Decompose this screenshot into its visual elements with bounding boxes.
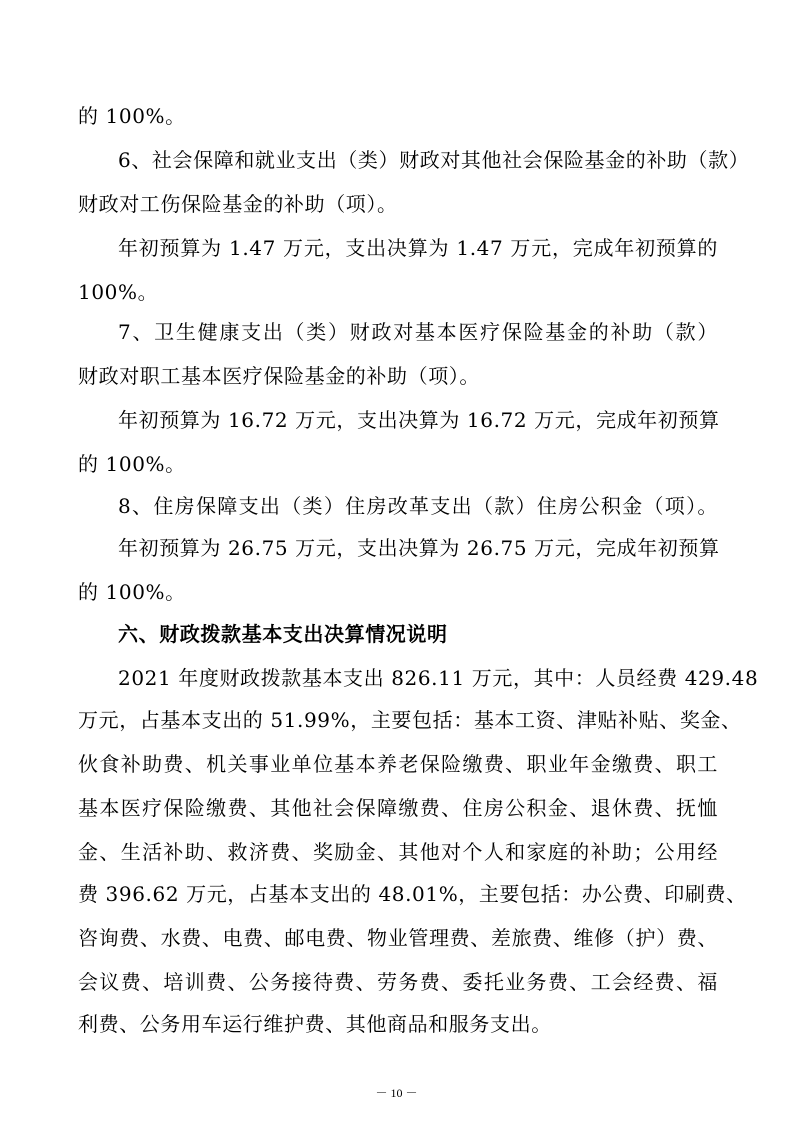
item-6-heading-line-1: 6、社会保障和就业支出（类）财政对其他社会保险基金的补助（款） [118, 148, 750, 172]
item-8-budget-line-2: 的 100%。 [78, 580, 186, 604]
item-6-budget-line-1: 年初预算为 1.47 万元，支出决算为 1.47 万元，完成年初预算的 [118, 236, 718, 260]
item-8-budget-line-1: 年初预算为 26.75 万元，支出决算为 26.75 万元，完成年初预算 [118, 536, 720, 560]
page-number: － 10 － [375, 1086, 418, 1100]
section-6-para-line-2: 万元，占基本支出的 51.99%，主要包括：基本工资、津贴补贴、奖金、 [78, 708, 742, 732]
item-6-heading-line-2: 财政对工伤保险基金的补助（项）。 [78, 192, 398, 216]
text-line-1: 的 100%。 [78, 104, 186, 128]
section-6-para-line-1: 2021 年度财政拨款基本支出 826.11 万元，其中：人员经费 429.48 [118, 666, 759, 690]
section-6-para-line-3: 伙食补助费、机关事业单位基本养老保险缴费、职业年金缴费、职工 [78, 752, 718, 776]
item-7-budget-line-2: 的 100%。 [78, 452, 186, 476]
item-8-heading: 8、住房保障支出（类）住房改革支出（款）住房公积金（项）。 [118, 494, 718, 518]
item-7-heading-line-1: 7、卫生健康支出（类）财政对基本医疗保险基金的补助（款） [118, 320, 718, 344]
section-6-para-line-7: 咨询费、水费、电费、邮电费、物业管理费、差旅费、维修（护）费、 [78, 926, 718, 950]
section-6-para-line-6: 费 396.62 万元，占基本支出的 48.01%，主要包括：办公费、印刷费、 [78, 882, 747, 906]
section-6-heading: 六、财政拨款基本支出决算情况说明 [118, 622, 448, 646]
item-6-budget-line-2: 100%。 [78, 280, 159, 304]
item-7-heading-line-2: 财政对职工基本医疗保险基金的补助（项）。 [78, 364, 480, 388]
section-6-para-line-5: 金、生活补助、救济费、奖励金、其他对个人和家庭的补助；公用经 [78, 840, 718, 864]
section-6-para-line-8: 会议费、培训费、公务接待费、劳务费、委托业务费、工会经费、福 [78, 970, 718, 994]
section-6-para-line-4: 基本医疗保险缴费、其他社会保障缴费、住房公积金、退休费、抚恤 [78, 796, 718, 820]
item-7-budget-line-1: 年初预算为 16.72 万元，支出决算为 16.72 万元，完成年初预算 [118, 408, 720, 432]
section-6-para-line-9: 利费、公务用车运行维护费、其他商品和服务支出。 [78, 1012, 552, 1036]
